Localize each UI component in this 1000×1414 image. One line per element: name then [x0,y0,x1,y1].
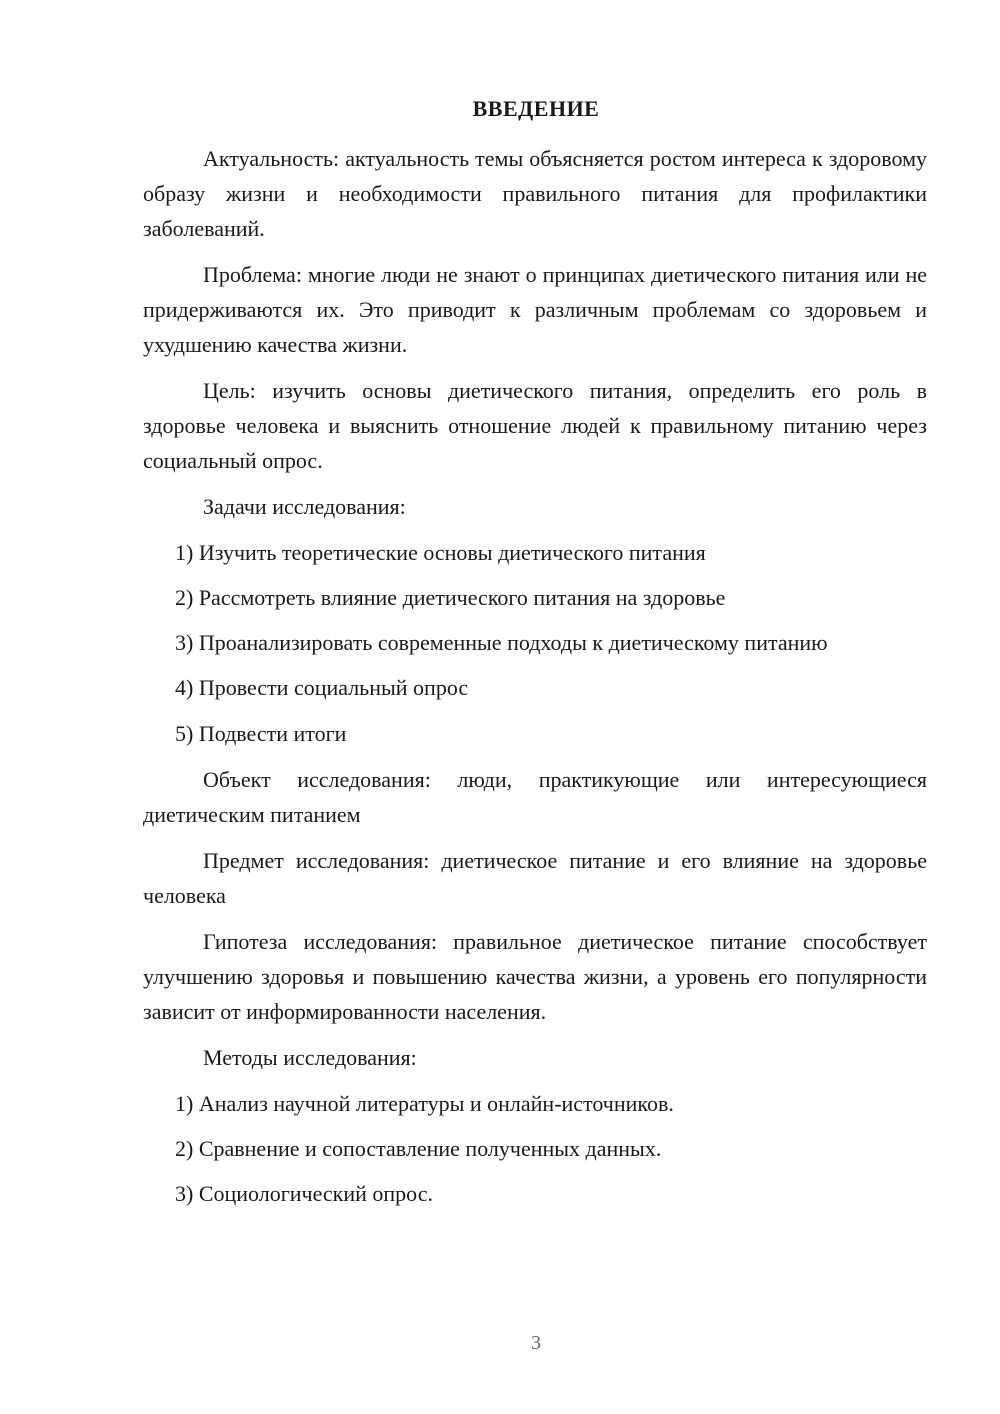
hypothesis-paragraph [143,924,927,1029]
page-number: 3 [531,1332,541,1354]
problem-paragraph [143,257,927,362]
tasks-heading: Задачи исследования: [203,494,406,519]
task-item-4: 4) Провести социальный опрос [175,675,469,700]
object-paragraph [143,762,927,832]
task-item-1: 1) Изучить теоретические основы диетического питания [175,540,706,565]
relevance-text: Актуальность: актуальность темы объясняется ростом интереса к здоровому образу жизни и необходимости правильного питания для профилактики заболеваний. [143,146,927,241]
section-title: ВВЕДЕНИЕ [472,96,600,121]
hypothesis-text: Гипотеза исследования: правильное диетическое питание способствует улучшению здоровья и повышению качества жизни, а уровень его популярности зависит от информированности населения. [143,929,927,1024]
object-text: Объект исследования: люди, практикующие или интересующиеся диетическим питанием [143,767,927,827]
method-item-1: 1) Анализ научной литературы и онлайн-источников. [175,1091,674,1116]
method-item-2: 2) Сравнение и сопоставление полученных данных. [175,1136,662,1161]
subject-text: Предмет исследования: диетическое питание и его влияние на здоровье человека [143,848,927,908]
task-item-2: 2) Рассмотреть влияние диетического питания на здоровье [175,585,726,610]
method-item-3: 3) Социологический опрос. [175,1181,433,1206]
problem-text: Проблема: многие люди не знают о принципах диетического питания или не придерживаются их. Это приводит к различным проблемам со здоровьем и ухудшению качества жизни. [143,262,927,357]
task-item-5: 5) Подвести итоги [175,721,347,746]
goal-text: Цель: изучить основы диетического питания, определить его роль в здоровье человека и выяснить отношение людей к правильному питанию через социальный опрос. [143,378,927,473]
methods-heading-block [143,1040,927,1075]
relevance-paragraph [143,141,927,246]
methods-heading: Методы исследования: [203,1045,417,1070]
tasks-heading-block [143,489,927,524]
task-item-3: 3) Проанализировать современные подходы к диетическому питанию [175,630,828,655]
goal-paragraph [143,373,927,478]
subject-paragraph [143,843,927,913]
